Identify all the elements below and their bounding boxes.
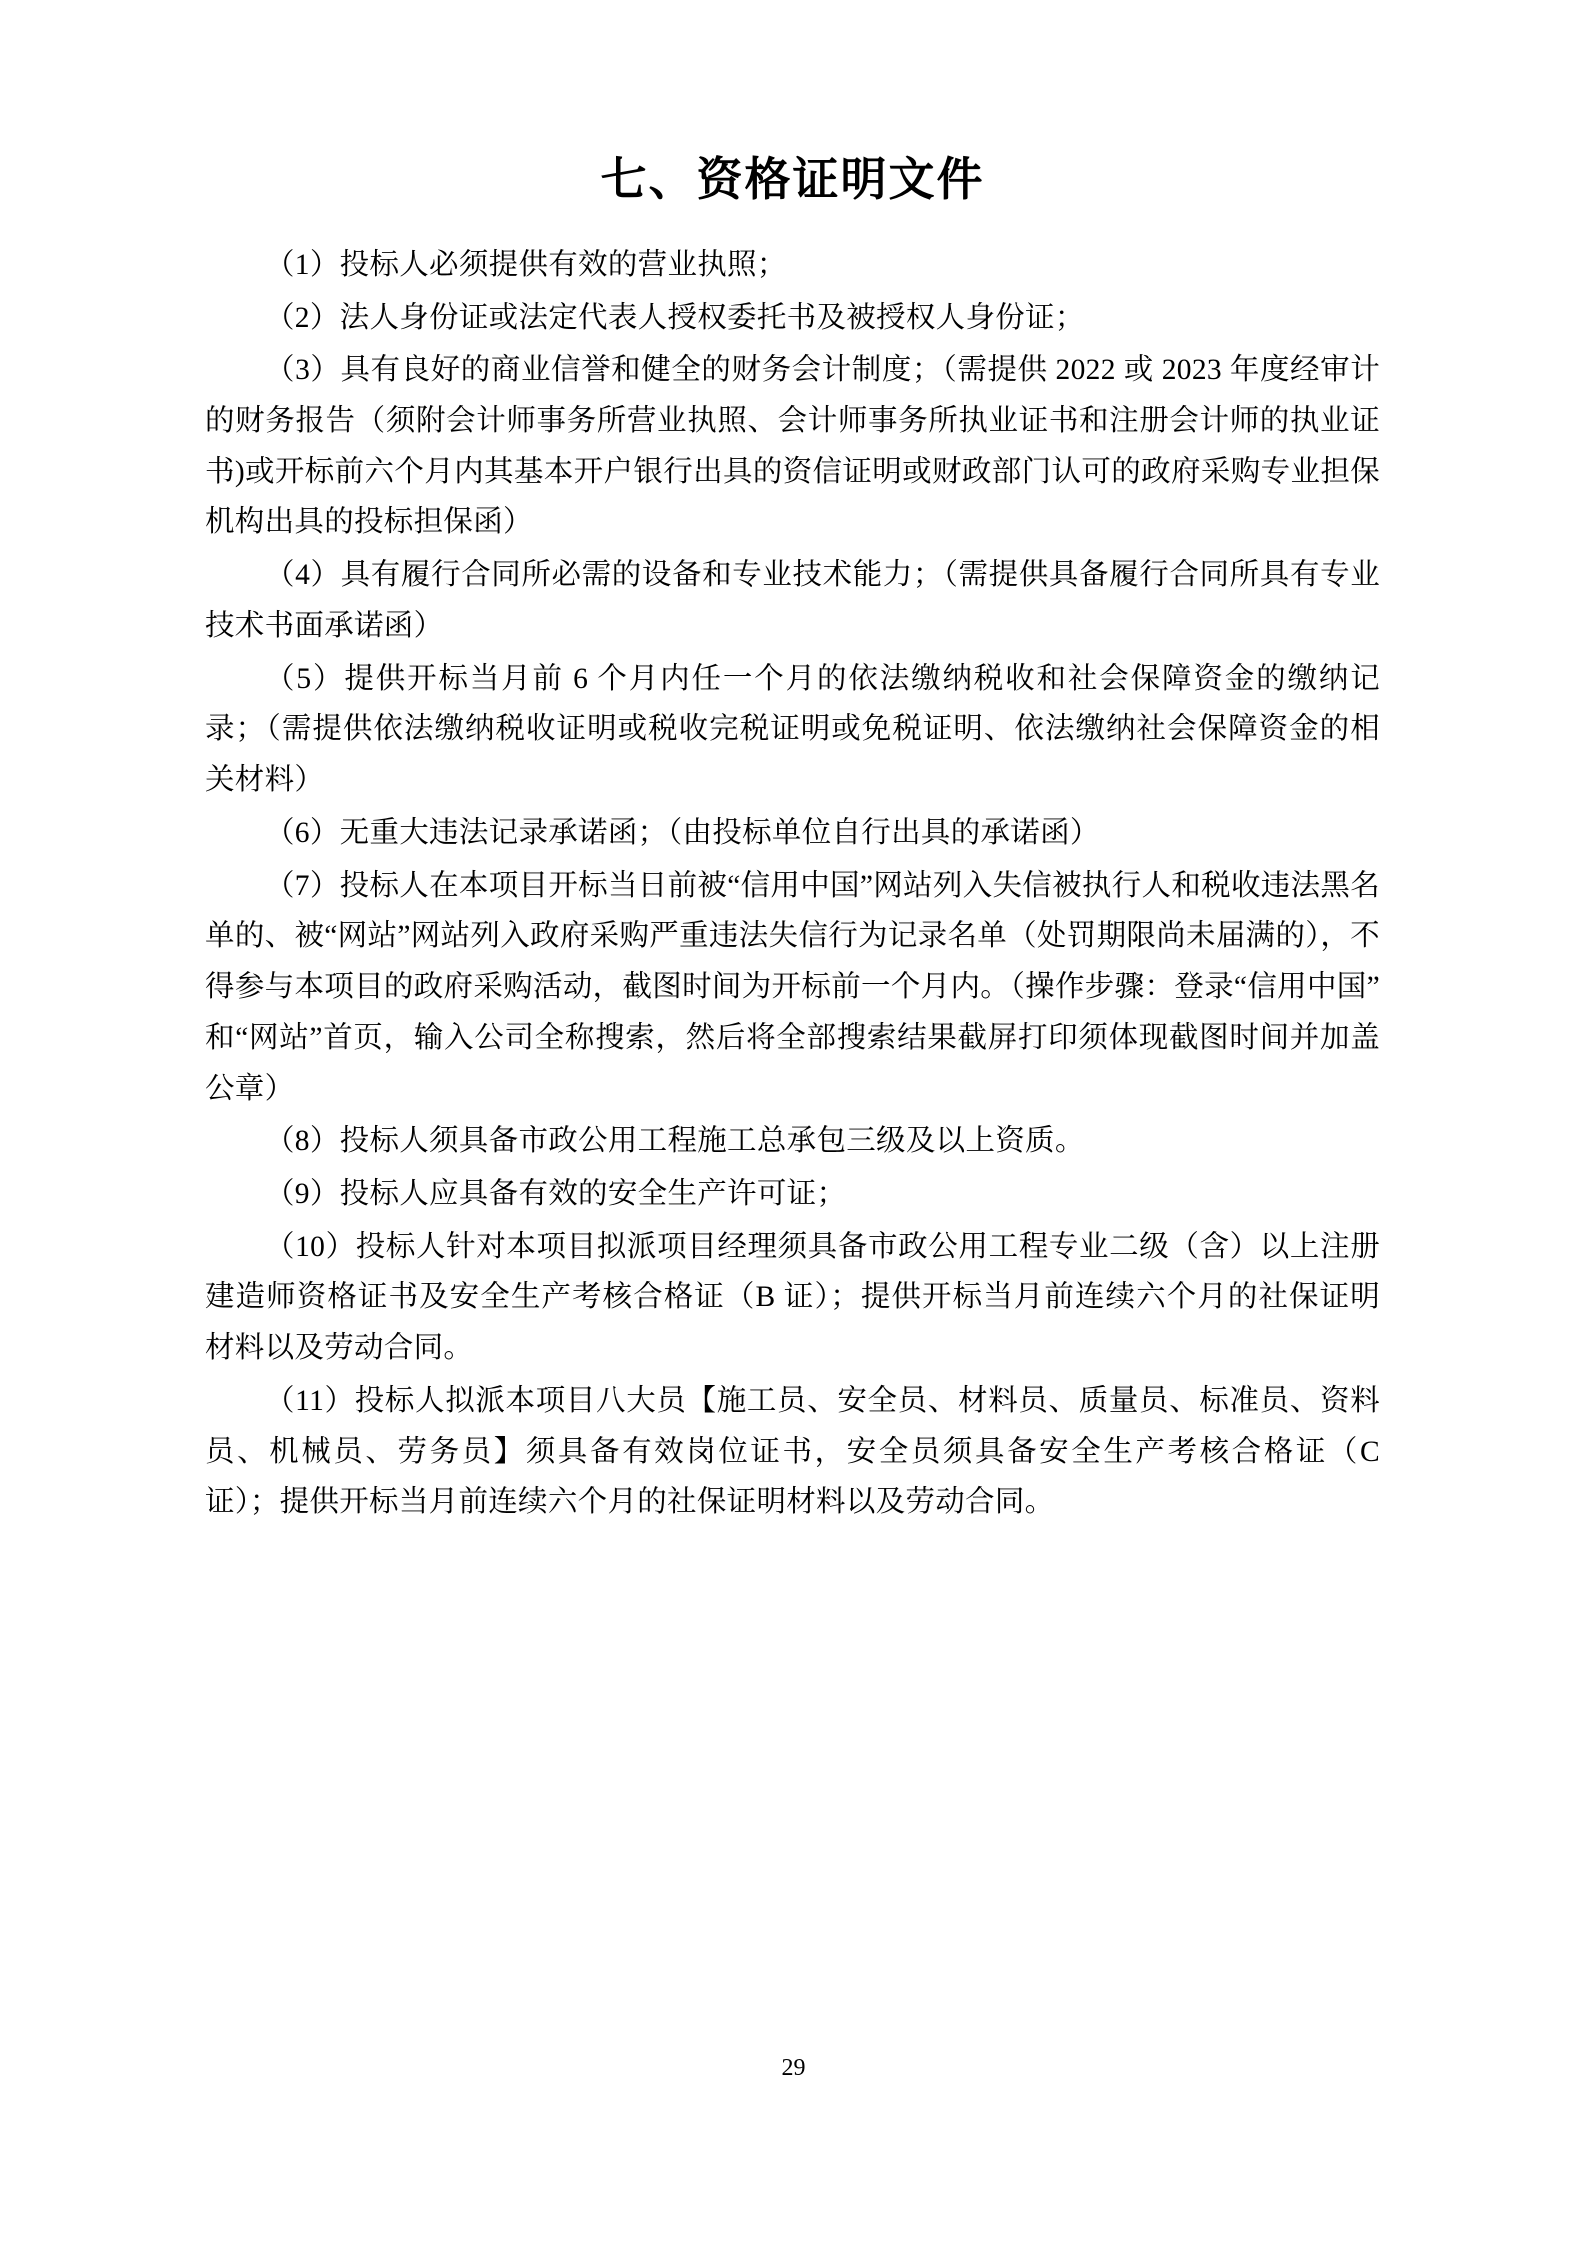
page-title: 七、资格证明文件 — [600, 154, 985, 205]
document-body — [205, 150, 1380, 1530]
clause-paragraph-1: （1）投标人必须提供有效的营业执照； — [265, 248, 787, 281]
page-number: 29 — [781, 2055, 806, 2081]
clause-paragraph-6: （6）无重大违法记录承诺函；（由投标单位自行出具的承诺函） — [265, 816, 1100, 849]
clause-paragraph-10: （10）投标人针对本项目拟派项目经理须具备市政公用工程专业二级（含）以上注册建造师资格证书及安全生产考核合格证（B 证）；提供开标当月前连续六个月的社保证明材料以及劳动合同。 — [205, 1230, 1380, 1365]
clause-paragraph-7: （7）投标人在本项目开标当日前被“信用中国”网站列入失信被执行人和税收违法黑名单的、被“网站”网站列入政府采购严重违法失信行为记录名单（处罚期限尚未届满的），不得参与本项目的政府采购活动，截图时间为开标前一个月内。（操作步骤：登录“信用中国”和“网站”首页，输入公司全称搜索，然后将全部搜索结果截屏打印须体现截图时间并加盖公章） — [205, 869, 1380, 1105]
clause-paragraph-3: （3）具有良好的商业信誉和健全的财务会计制度；（需提供 2022 或 2023 年度经审计的财务报告（须附会计师事务所营业执照、会计师事务所执业证书和注册会计师的执业证书)或开标前六个月内其基本开户银行出具的资信证明或财政部门认可的政府采购专业担保机构出具的投标担保函） — [205, 354, 1380, 539]
clause-paragraph-5: （5）提供开标当月前 6 个月内任一个月的依法缴纳税收和社会保障资金的缴纳记录；（需提供依法缴纳税收证明或税收完税证明或免税证明、依法缴纳社会保障资金的相关材料） — [205, 662, 1380, 797]
clause-paragraph-4: （4）具有履行合同所必需的设备和专业技术能力；（需提供具备履行合同所具有专业技术书面承诺函） — [205, 559, 1380, 642]
clause-paragraph-8: （8）投标人须具备市政公用工程施工总承包三级及以上资质。 — [265, 1125, 1085, 1158]
clause-paragraph-11: （11）投标人拟派本项目八大员【施工员、安全员、材料员、质量员、标准员、资料员、机械员、劳务员】须具备有效岗位证书，安全员须具备安全生产考核合格证（C 证）；提供开标当月前连续六个月的社保证明材料以及劳动合同。 — [205, 1384, 1380, 1519]
clause-paragraph-2: （2）法人身份证或法定代表人授权委托书及被授权人身份证； — [265, 301, 1085, 334]
clause-paragraph-9: （9）投标人应具备有效的安全生产许可证； — [265, 1178, 847, 1211]
